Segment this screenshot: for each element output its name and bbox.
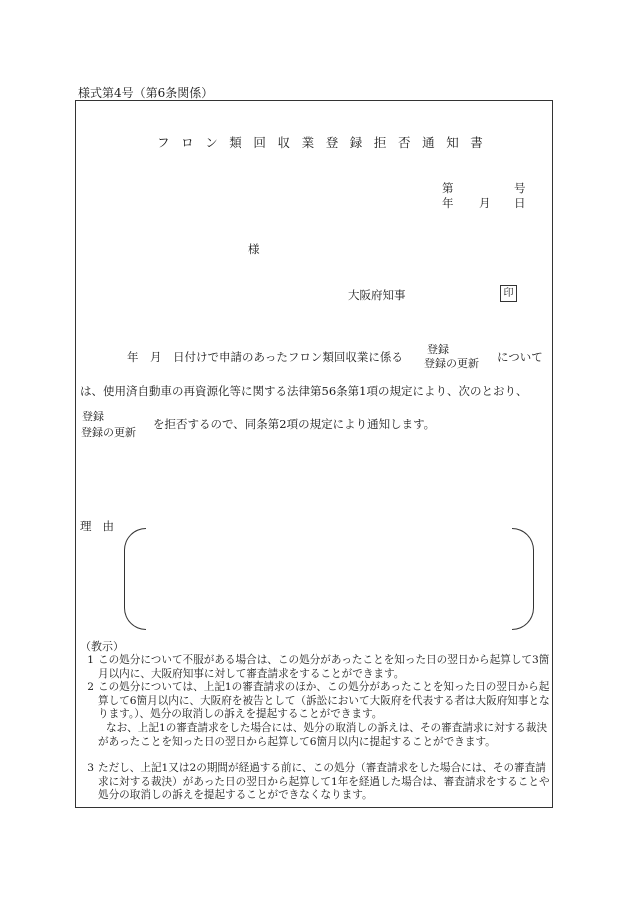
body-line-1: 年 月 日付けで申請のあったフロン類回収業に係る bbox=[127, 350, 403, 364]
option-register: 登録 bbox=[427, 343, 449, 356]
date-year-label: 年 bbox=[442, 196, 454, 210]
note-item bbox=[80, 681, 550, 722]
note-text: この処分について不服がある場合は、この処分があったことを知った日の翌日から起算して3箇月以内に、大阪府知事に対して審査請求をすることができます。 bbox=[98, 654, 550, 680]
number-prefix: 第 bbox=[442, 181, 454, 195]
reason-label: 理由 bbox=[80, 519, 125, 533]
addressee-suffix: 様 bbox=[248, 242, 260, 256]
option-register-2: 登録 bbox=[82, 410, 104, 423]
seal-stamp-box: 印 bbox=[500, 285, 517, 302]
number-suffix: 号 bbox=[514, 181, 526, 195]
option-renewal: 登録の更新 bbox=[424, 357, 479, 370]
form-number-label: 様式第4号（第6条関係） bbox=[78, 86, 214, 100]
option-renewal-2: 登録の更新 bbox=[81, 426, 136, 439]
date-month-label: 月 bbox=[479, 196, 491, 210]
note-item bbox=[80, 722, 550, 749]
note-text: ただし、上記1又は2の期間が経過する前に、この処分（審査請求をした場合には、その審査請求に対する裁決）があった日の翌日から起算して1年を経過した場合は、審査請求をすることや処分の取消しの訴えを提起することができなくなります。 bbox=[98, 762, 550, 801]
reason-bracket-left bbox=[124, 528, 146, 630]
body-line-1-end: について bbox=[497, 350, 543, 364]
body-line-3: を拒否するので、同条第2項の規定により通知します。 bbox=[153, 417, 436, 431]
note-text: この処分については、上記1の審査請求のほか、この処分があったことを知った日の翌日から起算して6箇月以内に、大阪府を被告として（訴訟において大阪府を代表する者は大阪府知事となります。）、処分の取消しの訴えを提起することができます。 bbox=[98, 681, 550, 720]
document-title: フロン類回収業登録拒否通知書 bbox=[157, 135, 495, 150]
notes-heading: （教示） bbox=[80, 640, 124, 653]
note-number: 1 bbox=[87, 654, 94, 666]
note-number: 2 bbox=[87, 681, 94, 693]
reason-bracket-right bbox=[512, 528, 534, 630]
note-number: 3 bbox=[87, 762, 94, 774]
issuer-name: 大阪府知事 bbox=[348, 288, 406, 302]
note-text: なお、上記1の審査請求をした場合には、処分の取消しの訴えは、その審査請求に対する裁決があったことを知った日の翌日から起算して6箇月以内に提起することができます。 bbox=[98, 722, 548, 748]
note-item bbox=[80, 762, 550, 803]
body-line-2: は、使用済自動車の再資源化等に関する法律第56条第1項の規定により、次のとおり、 bbox=[80, 384, 528, 398]
date-day-label: 日 bbox=[514, 196, 526, 210]
note-item bbox=[80, 654, 550, 681]
